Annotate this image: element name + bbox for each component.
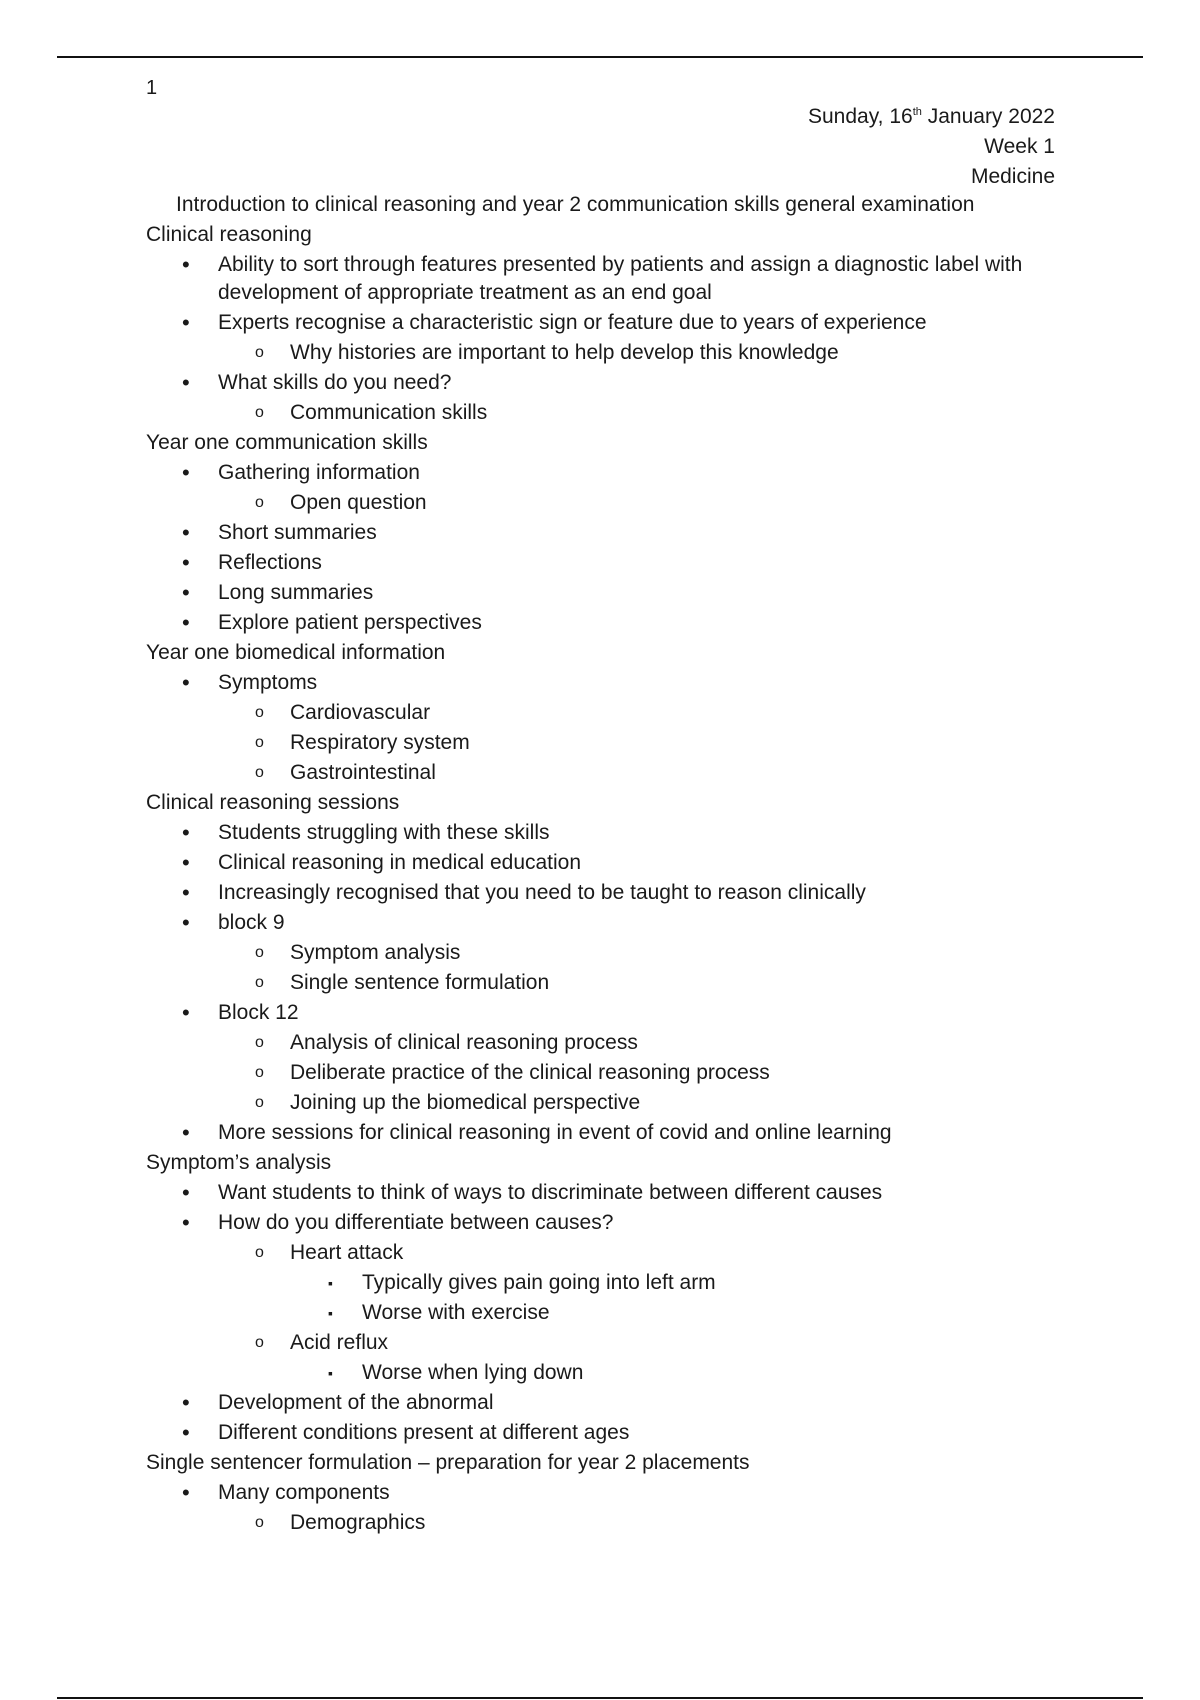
sub-bullet-item [0, 1238, 1200, 1268]
sub-bullet-item [0, 758, 1200, 788]
bullet-item [0, 848, 1200, 878]
line-text: Long summaries [218, 580, 374, 604]
filled-circle-bullet-icon: • [182, 519, 190, 545]
sub-sub-bullet-item [0, 1358, 1200, 1388]
line-text: Gastrointestinal [290, 760, 436, 784]
header-subject: Medicine [970, 165, 1055, 188]
hollow-circle-bullet-icon: o [255, 343, 264, 361]
hollow-circle-bullet-icon: o [255, 493, 264, 511]
filled-circle-bullet-icon: • [182, 879, 190, 905]
bullet-item [0, 998, 1200, 1028]
sub-sub-bullet-item [0, 1298, 1200, 1328]
hollow-circle-bullet-icon: o [255, 973, 264, 991]
sub-bullet-item [0, 1058, 1200, 1088]
bullet-item [0, 1418, 1200, 1448]
bottom-rule [57, 1697, 1143, 1699]
line-text: More sessions for clinical reasoning in event of covid and online learning [218, 1120, 892, 1144]
bullet-item [0, 608, 1200, 638]
line-text: How do you differentiate between causes? [218, 1210, 614, 1234]
filled-circle-bullet-icon: • [182, 1419, 190, 1445]
date-suffix: th [912, 106, 922, 118]
bullet-item [0, 818, 1200, 848]
line-text: Deliberate practice of the clinical reasoning process [290, 1060, 770, 1084]
line-text: Experts recognise a characteristic sign or feature due to years of experience [218, 310, 927, 334]
bullet-item [0, 458, 1200, 488]
filled-circle-bullet-icon: • [182, 309, 190, 335]
bullet-item [0, 578, 1200, 608]
line-text: Worse with exercise [362, 1300, 550, 1324]
line-text: Symptoms [218, 670, 318, 694]
bullet-item [0, 1118, 1200, 1148]
document-title: Introduction to clinical reasoning and year 2 communication skills general examination [176, 193, 975, 216]
sub-sub-bullet-item [0, 1268, 1200, 1298]
filled-square-bullet-icon: ▪ [328, 1274, 333, 1291]
section-heading [0, 788, 1200, 818]
sub-bullet-item [0, 1328, 1200, 1358]
line-text: Typically gives pain going into left arm [362, 1270, 716, 1294]
filled-circle-bullet-icon: • [182, 849, 190, 875]
line-text: Single sentencer formulation – preparation for year 2 placements [146, 1450, 750, 1474]
line-text: Year one biomedical information [146, 640, 446, 664]
section-heading [0, 1148, 1200, 1178]
top-rule [57, 56, 1143, 58]
bullet-item [0, 368, 1200, 398]
bullet-item [0, 878, 1200, 908]
section-heading [0, 220, 1200, 250]
filled-circle-bullet-icon: • [182, 999, 190, 1025]
hollow-circle-bullet-icon: o [255, 1063, 264, 1081]
filled-circle-bullet-icon: • [182, 669, 190, 695]
notes-body [0, 220, 1200, 1538]
line-text: Heart attack [290, 1240, 404, 1264]
hollow-circle-bullet-icon: o [255, 403, 264, 421]
line-text: Communication skills [290, 400, 488, 424]
sub-bullet-item [0, 1028, 1200, 1058]
filled-square-bullet-icon: ▪ [328, 1304, 333, 1321]
hollow-circle-bullet-icon: o [255, 763, 264, 781]
sub-bullet-item [0, 698, 1200, 728]
section-heading [0, 428, 1200, 458]
line-text: Year one communication skills [146, 430, 428, 454]
document-header [808, 102, 1055, 192]
filled-circle-bullet-icon: • [182, 251, 190, 277]
sub-bullet-item [0, 1088, 1200, 1118]
bullet-item [0, 250, 1200, 308]
filled-circle-bullet-icon: • [182, 1119, 190, 1145]
line-text: Respiratory system [290, 730, 470, 754]
sub-bullet-item [0, 938, 1200, 968]
filled-circle-bullet-icon: • [182, 609, 190, 635]
sub-bullet-item [0, 728, 1200, 758]
bullet-item [0, 908, 1200, 938]
line-text: Different conditions present at different ages [218, 1420, 630, 1444]
line-text: Development of the abnormal [218, 1390, 494, 1414]
line-text: Acid reflux [290, 1330, 389, 1354]
line-text: What skills do you need? [218, 370, 452, 394]
line-text: Clinical reasoning in medical education [218, 850, 582, 874]
line-text: Analysis of clinical reasoning process [290, 1030, 638, 1054]
sub-bullet-item [0, 488, 1200, 518]
date-rest: January 2022 [921, 105, 1055, 128]
sub-bullet-item [0, 1508, 1200, 1538]
header-week: Week 1 [984, 135, 1055, 158]
bullet-item [0, 1478, 1200, 1508]
sub-bullet-item [0, 398, 1200, 428]
hollow-circle-bullet-icon: o [255, 1333, 264, 1351]
bullet-item [0, 548, 1200, 578]
filled-circle-bullet-icon: • [182, 1179, 190, 1205]
bullet-item [0, 308, 1200, 338]
hollow-circle-bullet-icon: o [255, 733, 264, 751]
filled-circle-bullet-icon: • [182, 369, 190, 395]
line-text: Short summaries [218, 520, 377, 544]
line-text: Why histories are important to help develop this knowledge [290, 340, 839, 364]
line-text: Explore patient perspectives [218, 610, 482, 634]
bullet-item [0, 668, 1200, 698]
line-text: Joining up the biomedical perspective [290, 1090, 641, 1114]
filled-circle-bullet-icon: • [182, 819, 190, 845]
line-text: Want students to think of ways to discriminate between different causes [218, 1180, 883, 1204]
section-heading [0, 1448, 1200, 1478]
filled-circle-bullet-icon: • [182, 909, 190, 935]
bullet-item [0, 1388, 1200, 1418]
sub-bullet-item [0, 968, 1200, 998]
filled-circle-bullet-icon: • [182, 459, 190, 485]
hollow-circle-bullet-icon: o [255, 1513, 264, 1531]
date-day: Sunday, 16 [808, 105, 913, 128]
line-text: Gathering information [218, 460, 420, 484]
line-text: Symptom’s analysis [146, 1150, 332, 1174]
header-date [808, 102, 1055, 132]
bullet-item [0, 1178, 1200, 1208]
line-text: Worse when lying down [362, 1360, 584, 1384]
filled-circle-bullet-icon: • [182, 1209, 190, 1235]
bullet-item [0, 518, 1200, 548]
hollow-circle-bullet-icon: o [255, 1243, 264, 1261]
line-text: Students struggling with these skills [218, 820, 550, 844]
line-text: Many components [218, 1480, 390, 1504]
page-number: 1 [146, 77, 158, 99]
filled-square-bullet-icon: ▪ [328, 1364, 333, 1381]
filled-circle-bullet-icon: • [182, 1479, 190, 1505]
filled-circle-bullet-icon: • [182, 1389, 190, 1415]
line-text: Clinical reasoning sessions [146, 790, 400, 814]
line-text: Cardiovascular [290, 700, 431, 724]
filled-circle-bullet-icon: • [182, 549, 190, 575]
line-text: Clinical reasoning [146, 222, 312, 246]
hollow-circle-bullet-icon: o [255, 703, 264, 721]
line-text: Block 12 [218, 1000, 299, 1024]
filled-circle-bullet-icon: • [182, 579, 190, 605]
line-text: Reflections [218, 550, 322, 574]
line-text: Symptom analysis [290, 940, 461, 964]
line-text: Demographics [290, 1510, 426, 1534]
hollow-circle-bullet-icon: o [255, 1033, 264, 1051]
bullet-item [0, 1208, 1200, 1238]
line-text: Increasingly recognised that you need to be taught to reason clinically [218, 880, 866, 904]
hollow-circle-bullet-icon: o [255, 1093, 264, 1111]
hollow-circle-bullet-icon: o [255, 943, 264, 961]
line-text: Open question [290, 490, 427, 514]
line-text: block 9 [218, 910, 285, 934]
section-heading [0, 638, 1200, 668]
line-text: Ability to sort through features presented by patients and assign a diagnostic label with development of appropriate treatment as an end goal [218, 252, 1023, 304]
line-text: Single sentence formulation [290, 970, 550, 994]
sub-bullet-item [0, 338, 1200, 368]
